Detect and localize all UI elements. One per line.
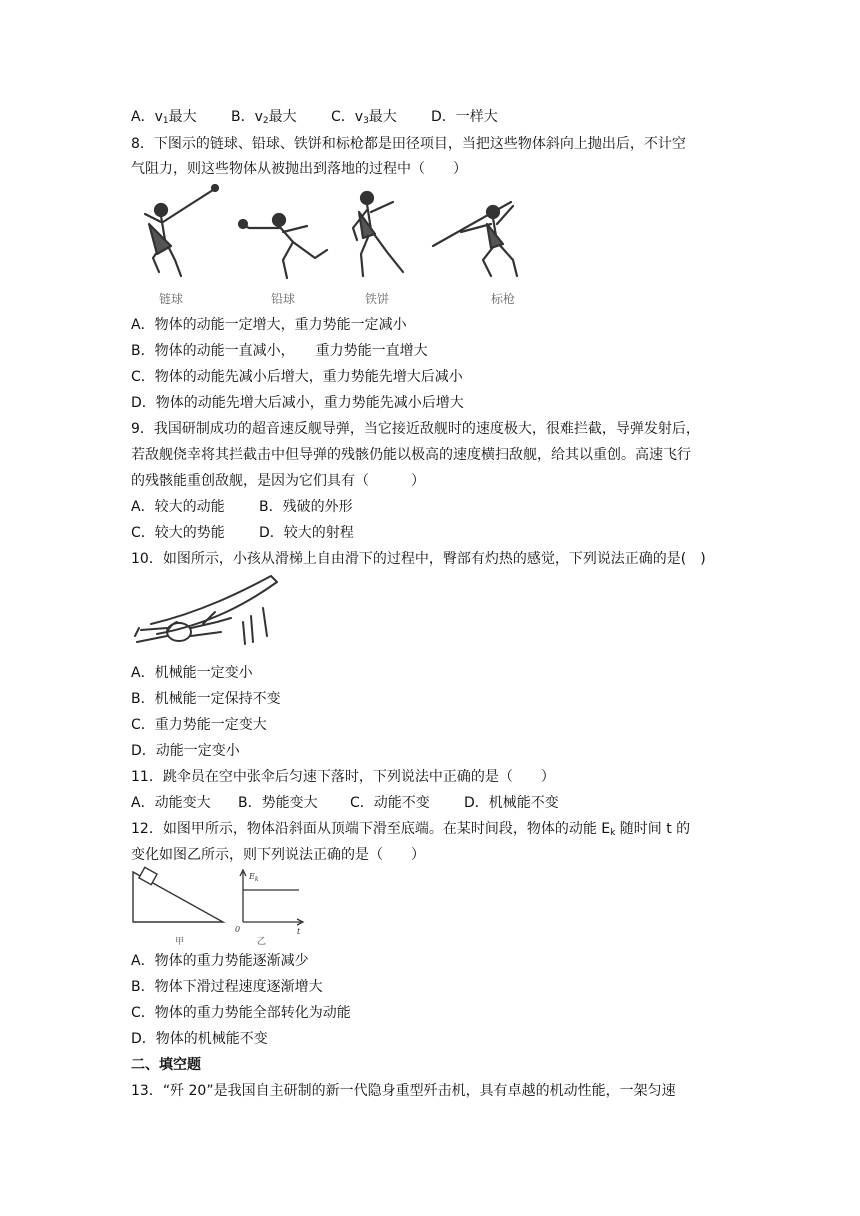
q8-option-b: B．物体的动能一直减小， 重力势能一直增大 <box>131 343 428 359</box>
q12-stem-line1: 12．如图甲所示，物体沿斜面从顶端下滑至底端。在某时间段，物体的动能 $E_k$ 随时间 t 的 <box>131 821 691 838</box>
q11-option-a: A．动能变大 <box>131 795 211 811</box>
q7-option-d: D．一样大 <box>431 109 498 125</box>
q8-option-c: C．物体的动能先减小后增大，重力势能先增大后减小 <box>131 369 463 385</box>
q8-option-a: A．物体的动能一定增大，重力势能一定减小 <box>131 317 407 333</box>
q9-stem-line2: 若敌舰侥幸将其拦截击中但导弹的残骸仍能以极高的速度横扫敌舰，给其以重创。高速飞行 <box>131 447 691 463</box>
q10-option-b: B．机械能一定保持不变 <box>131 691 281 707</box>
q12-option-a: A．物体的重力势能逐渐减少 <box>131 953 309 969</box>
q10-option-d: D．动能一定变小 <box>131 743 240 759</box>
q12-figures <box>131 866 311 946</box>
axis-x-label: t <box>297 927 301 936</box>
q9-option-a: A．较大的动能 <box>131 499 225 515</box>
discus-icon <box>353 192 403 276</box>
axis-y-label: $E_k$ <box>249 872 259 883</box>
q11-stem-line1: 11．跳伞员在空中张伞后匀速下落时，下列说法中正确的是（ ） <box>131 769 555 785</box>
q12-option-c: C．物体的重力势能全部转化为动能 <box>131 1005 351 1021</box>
block-icon <box>139 867 157 884</box>
section-title-fill-in: 二、填空题 <box>131 1057 201 1073</box>
q11-option-c: C．动能不变 <box>350 795 430 811</box>
fig-label-jia: 甲 <box>175 937 185 946</box>
q12-stem-line2: 变化如图乙所示，则下列说法正确的是（ ） <box>131 847 425 863</box>
shot-put-icon <box>239 214 327 278</box>
q12-option-d: D．物体的机械能不变 <box>131 1031 268 1047</box>
q8-stem-line2: 气阻力，则这些物体从被抛出到落地的过程中（ ） <box>131 161 467 177</box>
q13-stem-line1: 13．“歼 20”是我国自主研制的新一代隐身重型歼击机，具有卓越的机动性能，一架匀速 <box>131 1083 676 1099</box>
axis-origin: 0 <box>235 925 241 934</box>
q10-option-a: A．机械能一定变小 <box>131 665 253 681</box>
q11-option-d: D．机械能不变 <box>464 795 559 811</box>
hammer-thrower-icon <box>145 185 218 276</box>
q8-stem-line1: 8．下图示的链球、铅球、铁饼和标枪都是田径项目，当把这些物体斜向上抛出后，不计空 <box>131 136 686 152</box>
caption-discus: 铁饼 <box>365 292 390 306</box>
fig-label-yi: 乙 <box>257 937 267 946</box>
q9-options-cd <box>131 524 354 542</box>
incline-figure <box>133 867 223 922</box>
q8-option-d: D．物体的动能先增大后减小，重力势能先减小后增大 <box>131 395 464 411</box>
q7-option-a: A．$v_1$最大 <box>131 109 197 126</box>
caption-javelin: 标枪 <box>491 292 516 306</box>
q9-option-c: C．较大的势能 <box>131 525 225 541</box>
q9-stem-line1: 9．我国研制成功的超音速反舰导弹，当它接近敌舰时的速度极大，很难拦截，导弹发射后， <box>131 421 700 437</box>
q8-athletes-figure <box>131 184 531 312</box>
q9-option-b: B．残破的外形 <box>259 499 353 515</box>
caption-hammer: 链球 <box>159 292 184 306</box>
q7-options <box>131 108 498 130</box>
javelin-icon <box>433 202 517 276</box>
q9-options-ab <box>131 498 353 516</box>
q11-option-b: B．势能变大 <box>238 795 318 811</box>
q7-option-c: C．$v_3$最大 <box>331 109 397 126</box>
caption-shot: 铅球 <box>271 292 296 306</box>
q10-option-c: C．重力势能一定变大 <box>131 717 267 733</box>
q9-stem-line3: 的残骸能重创敌舰，是因为它们具有（ ） <box>131 473 425 489</box>
q12-option-b: B．物体下滑过程速度逐渐增大 <box>131 979 323 995</box>
q7-option-b: B．$v_2$最大 <box>231 109 297 126</box>
q9-option-d: D．较大的射程 <box>259 525 354 541</box>
q10-stem-line1: 10．如图所示，小孩从滑梯上自由滑下的过程中，臀部有灼热的感觉，下列说法正确的是( ) <box>131 551 706 567</box>
q10-slide-figure <box>131 572 281 658</box>
q11-options <box>131 794 559 812</box>
